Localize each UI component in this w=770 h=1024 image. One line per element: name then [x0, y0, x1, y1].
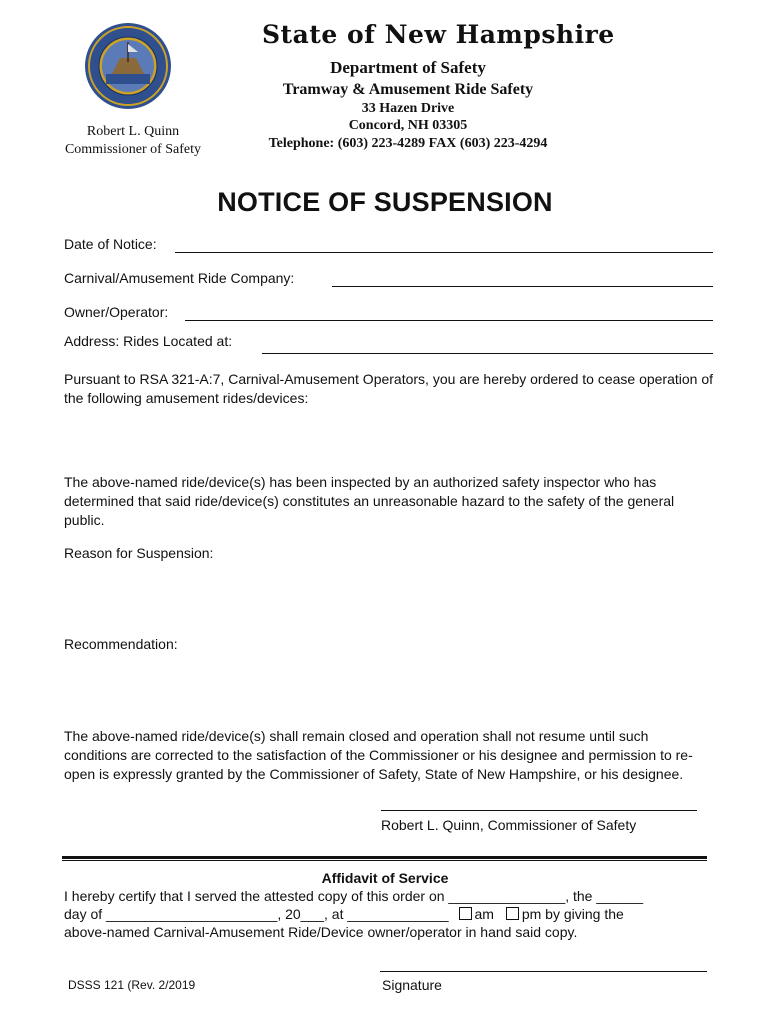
- commissioner-name: Robert L. Quinn: [86, 124, 180, 139]
- address-line2: Concord, NH 03305: [348, 118, 468, 133]
- pm-label: pm by giving the: [521, 906, 624, 922]
- phone-line: Telephone: (603) 223-4289 FAX (603) 223-4294: [268, 136, 548, 151]
- company-label: Carnival/Amusement Ride Company:: [64, 270, 295, 286]
- form-id: DSSS 121 (Rev. 2/2019: [68, 978, 196, 992]
- reason-label: Reason for Suspension:: [64, 545, 214, 561]
- section-divider: [62, 856, 707, 861]
- affidavit-line3: above-named Carnival-Amusement Ride/Device owner/operator in hand said copy.: [64, 924, 578, 940]
- commissioner-title: Commissioner of Safety: [64, 142, 202, 157]
- address-field[interactable]: [262, 353, 713, 354]
- affidavit-title: Affidavit of Service: [321, 870, 449, 886]
- address-label: Address: Rides Located at:: [64, 333, 233, 349]
- closure-paragraph: The above-named ride/device(s) shall remain closed and operation shall not resume until such conditions are corrected to the satisfaction of the Commissioner or his designee and permission to re-open is expressly granted by the Commissioner of Safety, State of New Hampshire, or his designee.: [64, 728, 693, 782]
- department-name: Department of Safety: [330, 58, 486, 77]
- signature-line[interactable]: [380, 971, 707, 972]
- am-label: am: [474, 906, 494, 922]
- affidavit-line1: I hereby certify that I served the attested copy of this order on _______________, the ______: [64, 888, 644, 904]
- am-checkbox[interactable]: [459, 907, 472, 920]
- affidavit-line2-text: day of ______________________, 20___, at _____________: [64, 906, 449, 922]
- signature-label: Signature: [382, 977, 442, 993]
- recommendation-label: Recommendation:: [64, 636, 178, 652]
- owner-field[interactable]: [185, 320, 713, 321]
- date-label: Date of Notice:: [64, 236, 157, 252]
- signer-name: Robert L. Quinn, Commissioner of Safety: [381, 817, 637, 833]
- document-title: NOTICE OF SUSPENSION: [217, 187, 553, 217]
- commissioner-signature-line[interactable]: [381, 810, 697, 811]
- address-line1: 33 Hazen Drive: [361, 101, 455, 116]
- pursuant-paragraph: Pursuant to RSA 321-A:7, Carnival-Amusement Operators, you are hereby ordered to cease operation of the following amusement rides/devices:: [64, 371, 714, 406]
- affidavit-line2: [64, 906, 624, 922]
- pm-checkbox[interactable]: [506, 907, 519, 920]
- state-name: State of New Hampshire: [262, 20, 615, 49]
- owner-label: Owner/Operator:: [64, 304, 169, 320]
- company-field[interactable]: [332, 286, 713, 287]
- inspection-paragraph: The above-named ride/device(s) has been inspected by an authorized safety inspector who has determined that said ride/device(s) constitutes an unreasonable hazard to the safety of the general public.: [64, 474, 675, 528]
- division-name: Tramway & Amusement Ride Safety: [282, 81, 534, 98]
- date-field[interactable]: [175, 252, 713, 253]
- state-seal-icon: [84, 22, 172, 110]
